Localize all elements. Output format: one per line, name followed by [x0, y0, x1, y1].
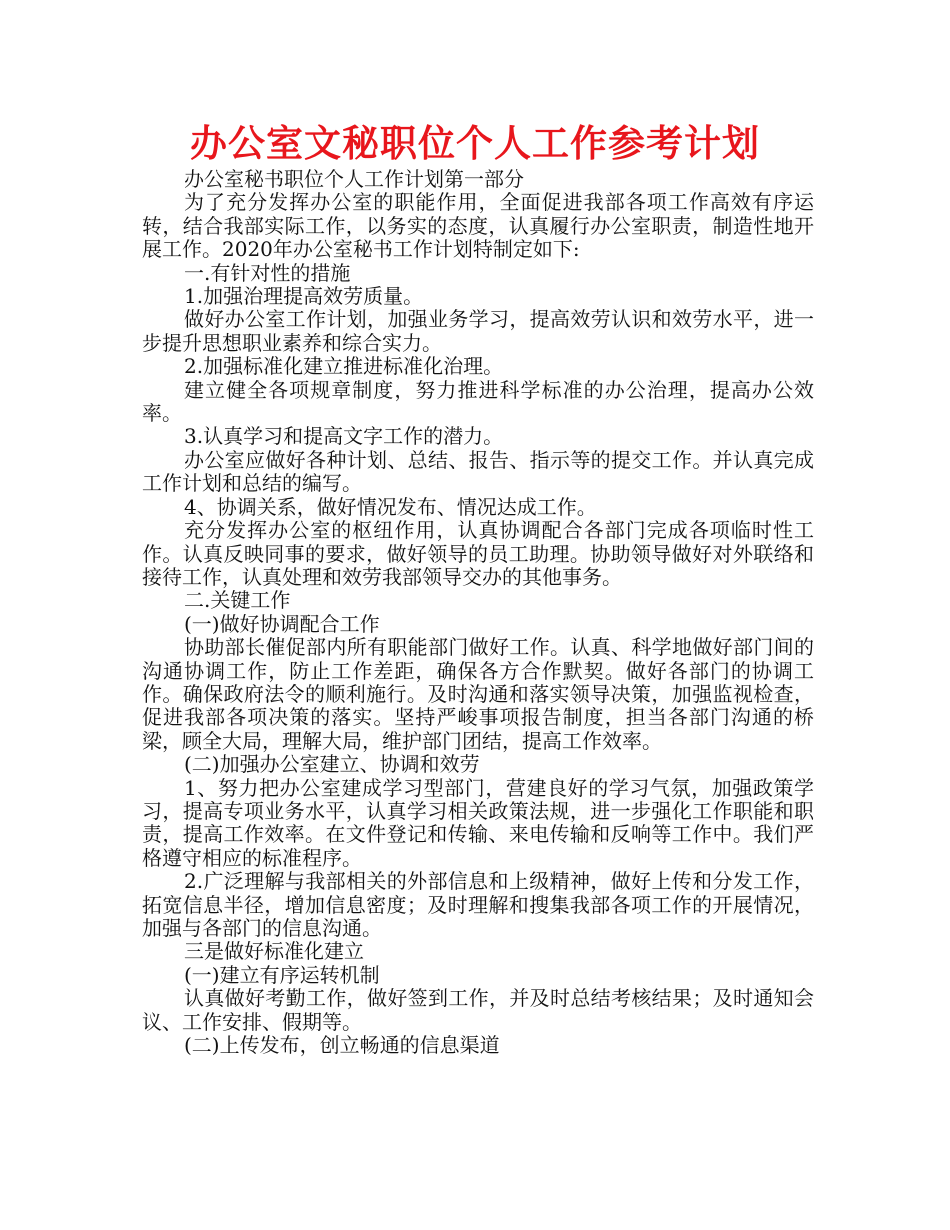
section-heading: 一.有针对性的措施 — [184, 260, 351, 285]
body-paragraph: 协助部长催促部内所有职能部门做好工作。认真、科学地做好部门间的沟通协调工作，防止工作差距，确保各方合作默契。做好各部门的协调工作。确保政府法令的顺利施行。及时沟通和落实领导决策，加强监视检查，促进我部各项决策的落实。坚持严峻事项报告制度，担当各部门沟通的桥梁，顾全大局，理解大局，维护部门团结，提高工作效率。 — [142, 635, 814, 753]
section-heading: 二.关键工作 — [184, 588, 291, 613]
subsection-heading: 4、协调关系，做好情况发布、情况达成工作。 — [184, 494, 597, 519]
subsection-heading: 2.加强标准化建立推进标准化治理。 — [184, 354, 504, 379]
subsection-heading: (一)做好协调配合工作 — [184, 611, 380, 636]
document-title: 办公室文秘职位个人工作参考计划 — [190, 122, 760, 165]
body-paragraph: 为了充分发挥办公室的职能作用，全面促进我部各项工作高效有序运转，结合我部实际工作，以务实的态度，认真履行办公室职责，制造性地开展工作。2020年办公室秘书工作计划特制定如下: — [142, 190, 814, 262]
body-paragraph: 建立健全各项规章制度，努力推进科学标准的办公治理，提高办公效率。 — [142, 377, 814, 426]
body-paragraph: 2.广泛理解与我部相关的外部信息和上级精神，做好上传和分发工作，拓宽信息半径，增加信息密度；及时理解和搜集我部各项工作的开展情况，加强与各部门的信息沟通。 — [142, 869, 814, 940]
body-paragraph: 1、努力把办公室建成学习型部门，营建良好的学习气氛，加强政策学习，提高专项业务水平，认真学习相关政策法规，进一步强化工作职能和职责，提高工作效率。在文件登记和传输、来电传输和反响等工作中。我们严格遵守相应的标准程序。 — [142, 775, 814, 870]
subsection-heading: (一)建立有序运转机制 — [184, 962, 380, 987]
body-paragraph: 充分发挥办公室的枢纽作用，认真协调配合各部门完成各项临时性工作。认真反映同事的要求，做好领导的员工助理。协助领导做好对外联络和接待工作，认真处理和效劳我部领导交办的其他事务。 — [142, 518, 814, 589]
subsection-heading: (二)上传发布，创立畅通的信息渠道 — [184, 1033, 500, 1058]
body-paragraph: 办公室应做好各种计划、总结、报告、指示等的提交工作。并认真完成工作计划和总结的编写。 — [142, 447, 814, 496]
subsection-heading: 1.加强治理提高效劳质量。 — [184, 284, 424, 309]
subsection-heading: 3.认真学习和提高文字工作的潜力。 — [184, 424, 504, 449]
body-paragraph: 办公室秘书职位个人工作计划第一部分 — [184, 167, 524, 191]
section-heading: 三是做好标准化建立 — [184, 939, 364, 964]
body-paragraph: 做好办公室工作计划，加强业务学习，提高效劳认识和效劳水平，进一步提升思想职业素养和综合实力。 — [142, 307, 814, 355]
document-body — [142, 168, 814, 1057]
subsection-heading: (二)加强办公室建立、协调和效劳 — [184, 752, 480, 777]
body-paragraph: 认真做好考勤工作，做好签到工作，并及时总结考核结果；及时通知会议、工作安排、假期等。 — [142, 986, 814, 1034]
